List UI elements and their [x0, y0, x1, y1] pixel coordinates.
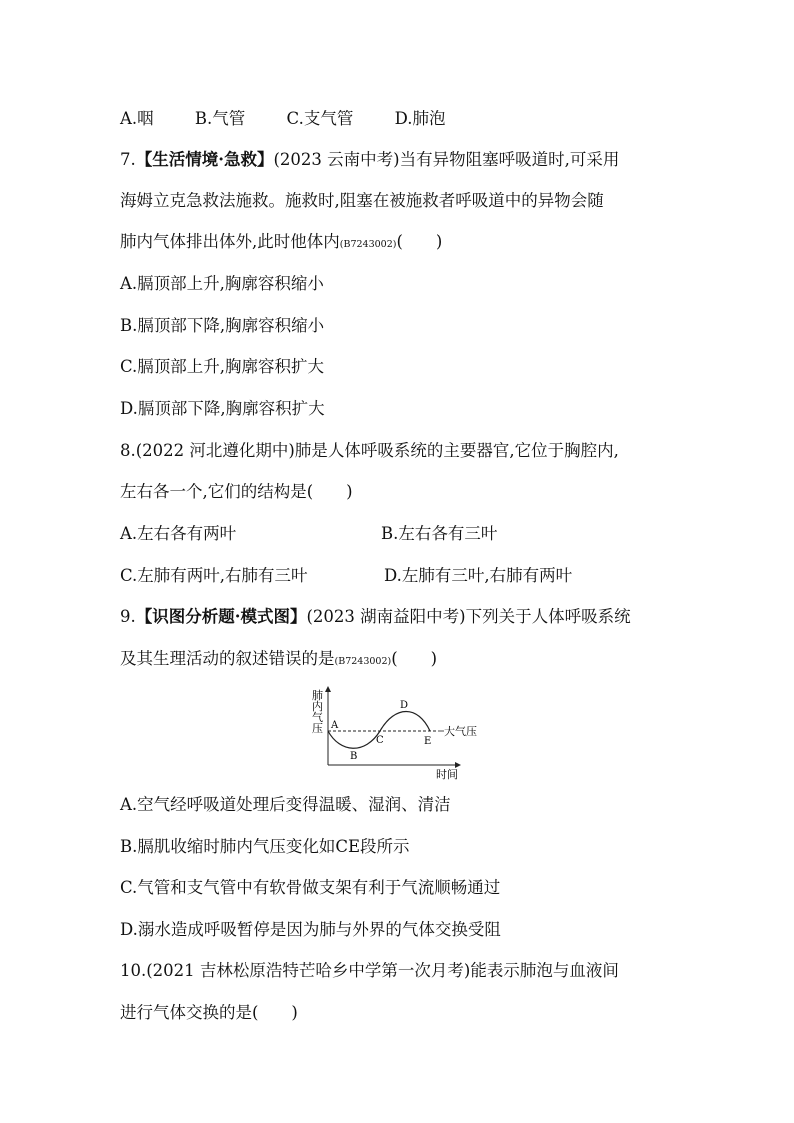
q6-options-row [120, 108, 445, 130]
q10-stem-line2 [120, 1002, 298, 1024]
y-label-char-4: 压 [312, 722, 323, 735]
x-label: 时间 [436, 768, 458, 781]
q9-answer-paren[interactable]: ( ) [391, 649, 438, 668]
y-label-char-3: 气 [312, 711, 323, 724]
q9-option-b[interactable]: B.膈肌收缩时肺内气压变化如CE段所示 [120, 837, 410, 856]
q7-source: (2023 云南中考) [273, 150, 400, 169]
q8-answer-paren[interactable]: ( ) [306, 482, 353, 501]
q7-stem-line3 [120, 231, 442, 256]
q7-number: 7. [120, 150, 136, 169]
q8-option-c[interactable]: C.左肺有两叶,右肺有三叶 [120, 566, 308, 585]
q8-stem-line1 [120, 440, 619, 462]
q9-option-c[interactable]: C.气管和支气管中有软骨做支架有利于气流顺畅通过 [120, 878, 501, 897]
q8-option-a[interactable]: A.左右各有两叶 [120, 524, 237, 543]
q9-option-d[interactable]: D.溺水造成呼吸暂停是因为肺与外界的气体交换受阻 [120, 920, 501, 939]
q9-option-a[interactable]: A.空气经呼吸道处理后变得温暖、湿润、清洁 [120, 795, 451, 814]
point-label-e: E [424, 736, 432, 747]
q7-tag: 【生活情境·急救】 [135, 150, 274, 169]
q9-code: (B7243002) [334, 656, 392, 667]
q7-stem-line1 [120, 149, 619, 171]
q7-text1: 当有异物阻塞呼吸道时,可采用 [399, 150, 620, 169]
q6-option-a[interactable]: A.咽 [120, 109, 154, 128]
q6-option-c[interactable]: C.支气管 [286, 109, 354, 128]
q10-number: 10. [120, 961, 147, 980]
q8-stem-line2 [120, 481, 353, 503]
q9-source: (2023 湖南益阳中考) [306, 607, 466, 626]
q8-text2: 左右各一个,它们的结构是 [120, 482, 307, 501]
atmospheric-label: 大气压 [444, 725, 477, 738]
point-label-c: C [376, 735, 384, 746]
q6-option-b[interactable]: B.气管 [194, 109, 246, 128]
q10-source: (2021 吉林松原浩特芒哈乡中学第一次月考) [146, 961, 471, 980]
q9-stem-line1 [120, 606, 631, 628]
q7-text3: 肺内气体排出体外,此时他体内 [120, 232, 340, 251]
y-label-char-1: 肺 [312, 689, 323, 702]
q8-option-d[interactable]: D.左肺有三叶,右肺有两叶 [384, 566, 573, 585]
q9-number: 9. [120, 607, 136, 626]
q8-option-b[interactable]: B.左右各有三叶 [381, 524, 498, 543]
q8-text1: 肺是人体呼吸系统的主要器官,它位于胸腔内, [294, 441, 619, 460]
q8-source: (2022 河北遵化期中) [135, 441, 295, 460]
point-label-b: B [350, 751, 358, 762]
q9-stem-line2 [120, 648, 437, 673]
point-label-a: A [331, 720, 339, 731]
q6-option-d[interactable]: D.肺泡 [394, 109, 446, 128]
q8-number: 8. [120, 441, 136, 460]
q10-answer-paren[interactable]: ( ) [252, 1003, 298, 1022]
q7-option-a[interactable]: A.膈顶部上升,胸廓容积缩小 [120, 274, 324, 293]
q9-text2: 及其生理活动的叙述错误的是 [120, 649, 335, 668]
q7-stem-line2: 海姆立克急救法施救。施救时,阻塞在被施救者呼吸道中的异物会随 [120, 191, 604, 210]
q9-text1: 下列关于人体呼吸系统 [465, 607, 631, 626]
point-label-d: D [400, 700, 409, 711]
q10-text1: 能表示肺泡与血液间 [470, 961, 619, 980]
q7-answer-paren[interactable]: ( ) [396, 232, 443, 251]
q7-option-d[interactable]: D.膈顶部下降,胸廓容积扩大 [120, 399, 325, 418]
y-label-char-2: 内 [312, 700, 323, 713]
q10-text2: 进行气体交换的是 [120, 1003, 252, 1022]
q7-code: (B7243002) [339, 239, 397, 250]
q7-option-c[interactable]: C.膈顶部上升,胸廓容积扩大 [120, 357, 325, 376]
q9-pressure-figure [310, 685, 495, 785]
q9-tag: 【识图分析题·模式图】 [135, 607, 307, 626]
q10-stem-line1 [120, 960, 619, 982]
q7-option-b[interactable]: B.膈顶部下降,胸廓容积缩小 [120, 316, 325, 335]
